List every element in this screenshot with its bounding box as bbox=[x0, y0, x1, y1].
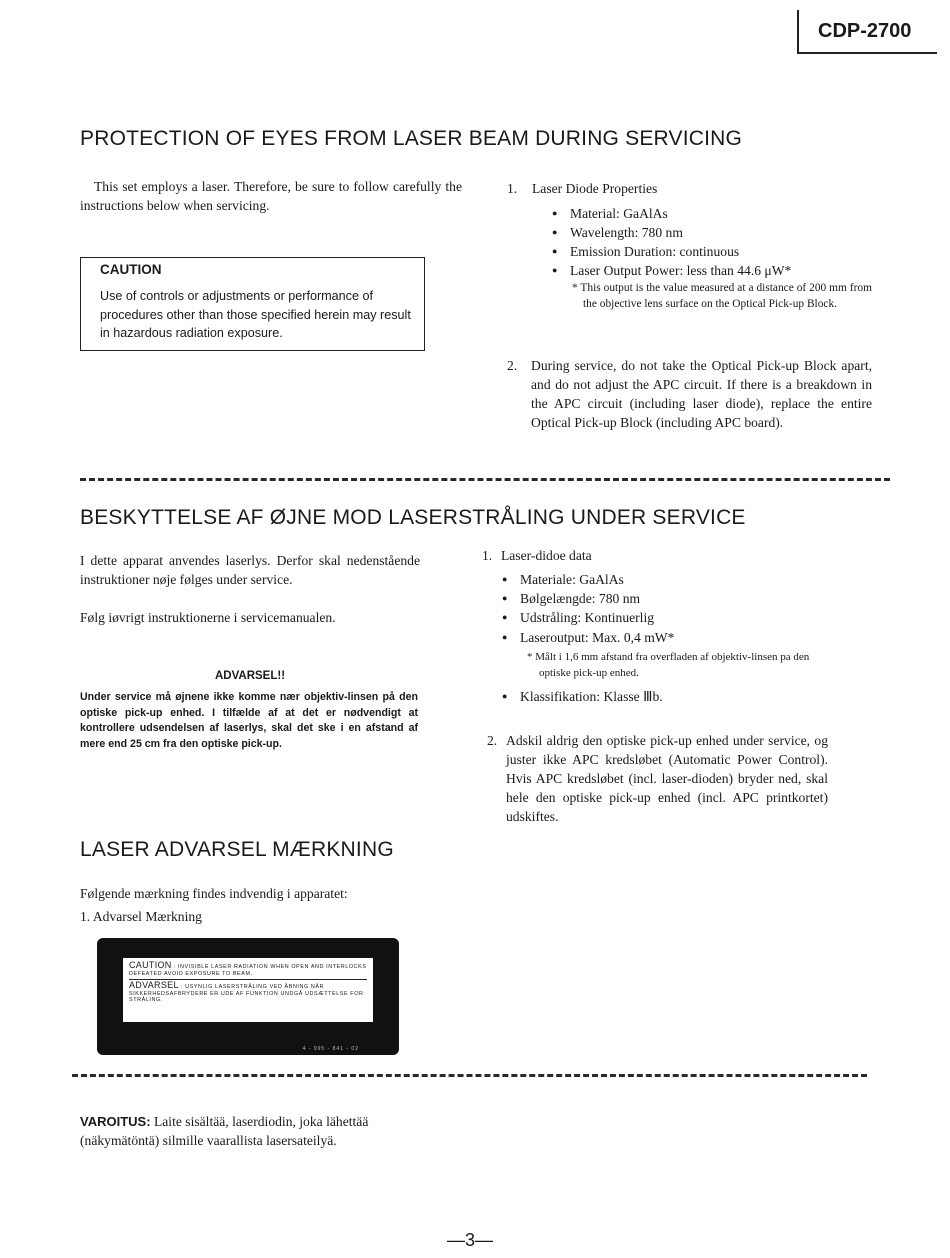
danish-bullet: ● Laseroutput: Max. 0,4 mW* bbox=[502, 628, 674, 647]
marking-line1: Følgende mærkning findes indvendig i apparatet: bbox=[80, 886, 348, 901]
label-caution-word: CAUTION bbox=[129, 960, 172, 970]
warning-title: ADVARSEL!! bbox=[214, 670, 286, 682]
danish-title: BESKYTTELSE AF ØJNE MOD LASERSTRÅLING UNDER SERVICE bbox=[80, 506, 746, 529]
danish-bullet: ● Udstråling: Kontinuerlig bbox=[502, 608, 674, 627]
finnish-text: Laite sisältää, laserdiodin, joka lähettää (näkymätöntä) silmille vaarallista lasersateilyä. bbox=[80, 1114, 369, 1148]
english-bullet-list bbox=[552, 204, 791, 280]
danish-item1-title: Laser-didoe data bbox=[501, 548, 592, 563]
model-number: CDP-2700 bbox=[818, 20, 912, 42]
page-number: —3— bbox=[447, 1230, 494, 1250]
warning-text: Under service må øjnene ikke komme nær objektiv-linsen på den optiske pick-up enhed. I tilfælde af at det er nødvendigt at kontrollere udsendelsen af laserlys, skal det ske i en afstand af mere end 25 cm fra den optiske pick-up. bbox=[80, 691, 418, 750]
danish-item2-text: Adskil aldrig den optiske pick-up enhed under service, og juster ikke APC kredsløbet (Automatic Power Control). Hvis APC kredsløbet (incl. laser-dioden) bryder ned, skal hele den optiske pick-up enhed (incl. APC printkortet) udskiftes. bbox=[506, 733, 828, 824]
laser-warning-label-panel bbox=[123, 958, 373, 1022]
finnish-warning bbox=[80, 1112, 425, 1150]
english-bullet: ● Emission Duration: continuous bbox=[552, 242, 791, 261]
english-title: PROTECTION OF EYES FROM LASER BEAM DURING SERVICING bbox=[80, 127, 743, 150]
danish-item1-num: 1. bbox=[482, 548, 493, 563]
laser-warning-label bbox=[97, 938, 399, 1055]
label-advarsel-text: : USYNLIG LASERSTRÅLING VED ÅBNING NÅR SIKKERHEDSAFBRYDERE ER UDE AF FUNKTION UNDGÅ UDSÆTTELSE FOR STRÅLING. bbox=[129, 984, 364, 1004]
marking-line2: 1. Advarsel Mærkning bbox=[80, 909, 202, 924]
danish-bullet: ● Bølgelængde: 780 nm bbox=[502, 589, 674, 608]
english-bullet: ● Laser Output Power: less than 44.6 μW* bbox=[552, 261, 791, 280]
danish-intro2: Følg iøvrigt instruktionerne i servicemanualen. bbox=[80, 610, 336, 625]
danish-note: * Målt i 1,6 mm afstand fra overfladen af objektiv-linsen pa den optiske pick-up enhed. bbox=[527, 651, 810, 679]
label-caution-text: : INVISIBLE LASER RADIATION WHEN OPEN AND INTERLOCKS DEFEATED AVOID EXPOSURE TO BEAM. bbox=[129, 964, 367, 977]
english-item2-text: During service, do not take the Optical Pick-up Block apart, and do not adjust the APC circuit. If there is a breakdown in the APC circuit (including laser diode), replace the entire Optical Pick-up Block (including APC board). bbox=[531, 358, 872, 430]
danish-bullet: ● Klassifikation: Klasse Ⅲb. bbox=[502, 687, 663, 706]
danish-item2-num: 2. bbox=[487, 733, 498, 748]
label-part-code: 4 - 995 - 841 - 02 bbox=[302, 1046, 359, 1052]
english-item2-num: 2. bbox=[507, 358, 518, 373]
english-item1-title: Laser Diode Properties bbox=[532, 181, 658, 196]
english-note: * This output is the value measured at a distance of 200 mm from the objective lens surface on the Optical Pick-up Block. bbox=[572, 282, 872, 310]
caution-title: CAUTION bbox=[100, 262, 162, 277]
label-advarsel-word: ADVARSEL bbox=[129, 980, 179, 991]
caution-text: Use of controls or adjustments or performance of procedures other than those specified herein may result in hazardous radiation exposure. bbox=[100, 289, 411, 340]
danish-bullet-list bbox=[502, 570, 674, 647]
marking-title: LASER ADVARSEL MÆRKNING bbox=[80, 838, 394, 861]
finnish-label: VAROITUS: bbox=[80, 1114, 151, 1129]
section-divider bbox=[72, 1074, 867, 1077]
danish-bullet: ● Materiale: GaAlAs bbox=[502, 570, 674, 589]
english-bullet: ● Wavelength: 780 nm bbox=[552, 223, 791, 242]
english-item1-num: 1. bbox=[507, 181, 518, 196]
danish-intro: I dette apparat anvendes laserlys. Derfor skal nedenstående instruktioner nøje følges under service. bbox=[80, 553, 420, 587]
english-bullet: ● Material: GaAlAs bbox=[552, 204, 791, 223]
english-intro: This set employs a laser. Therefore, be sure to follow carefully the instructions below when servicing. bbox=[80, 179, 462, 213]
danish-bullet-list-2 bbox=[502, 687, 663, 706]
section-divider bbox=[80, 478, 890, 481]
